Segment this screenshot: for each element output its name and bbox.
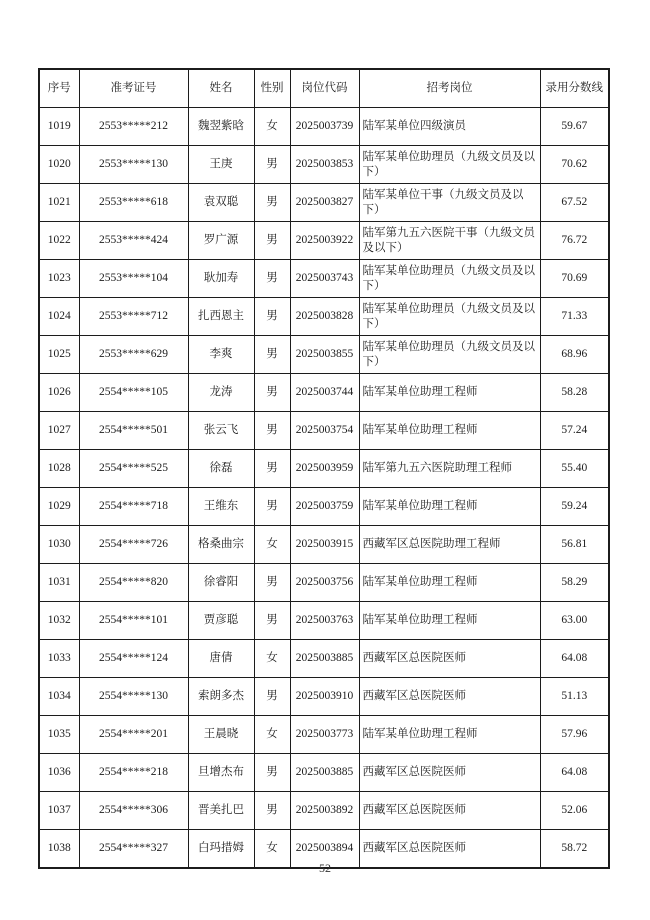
column-header-code: 岗位代码 xyxy=(290,69,359,108)
table-row xyxy=(39,526,609,564)
cell-ticket: 2554*****501 xyxy=(79,412,188,450)
table-row xyxy=(39,640,609,678)
cell-position: 陆军某单位助理工程师 xyxy=(359,602,540,640)
cell-gender: 男 xyxy=(254,412,290,450)
cell-name: 罗广源 xyxy=(188,222,254,260)
table-row xyxy=(39,374,609,412)
cell-gender: 男 xyxy=(254,754,290,792)
cell-gender: 女 xyxy=(254,830,290,869)
cell-code: 2025003855 xyxy=(290,336,359,374)
table-row xyxy=(39,488,609,526)
cell-ticket: 2554*****820 xyxy=(79,564,188,602)
cell-ticket: 2554*****327 xyxy=(79,830,188,869)
cell-name: 王晨晓 xyxy=(188,716,254,754)
cell-name: 袁双聪 xyxy=(188,184,254,222)
cell-score: 59.67 xyxy=(540,108,609,146)
cell-score: 70.62 xyxy=(540,146,609,184)
cell-position: 陆军某单位助理工程师 xyxy=(359,488,540,526)
table-row xyxy=(39,564,609,602)
column-header-seq: 序号 xyxy=(39,69,79,108)
cell-gender: 男 xyxy=(254,564,290,602)
table-row xyxy=(39,108,609,146)
cell-seq: 1025 xyxy=(39,336,79,374)
cell-seq: 1022 xyxy=(39,222,79,260)
cell-score: 64.08 xyxy=(540,640,609,678)
table-row xyxy=(39,792,609,830)
cell-ticket: 2553*****104 xyxy=(79,260,188,298)
cell-code: 2025003759 xyxy=(290,488,359,526)
cell-position: 陆军某单位助理工程师 xyxy=(359,412,540,450)
cell-position: 西藏军区总医院医师 xyxy=(359,640,540,678)
cell-score: 52.06 xyxy=(540,792,609,830)
cell-seq: 1030 xyxy=(39,526,79,564)
cell-seq: 1031 xyxy=(39,564,79,602)
cell-name: 徐睿阳 xyxy=(188,564,254,602)
cell-name: 龙涛 xyxy=(188,374,254,412)
cell-code: 2025003754 xyxy=(290,412,359,450)
cell-name: 徐磊 xyxy=(188,450,254,488)
cell-code: 2025003885 xyxy=(290,754,359,792)
cell-code: 2025003827 xyxy=(290,184,359,222)
table-row xyxy=(39,184,609,222)
table-row xyxy=(39,298,609,336)
cell-ticket: 2554*****105 xyxy=(79,374,188,412)
cell-position: 西藏军区总医院医师 xyxy=(359,830,540,869)
cell-name: 张云飞 xyxy=(188,412,254,450)
cell-score: 70.69 xyxy=(540,260,609,298)
cell-seq: 1026 xyxy=(39,374,79,412)
cell-seq: 1033 xyxy=(39,640,79,678)
cell-ticket: 2553*****712 xyxy=(79,298,188,336)
cell-score: 58.29 xyxy=(540,564,609,602)
cell-seq: 1037 xyxy=(39,792,79,830)
cell-seq: 1028 xyxy=(39,450,79,488)
cell-score: 76.72 xyxy=(540,222,609,260)
cell-score: 57.96 xyxy=(540,716,609,754)
cell-gender: 男 xyxy=(254,602,290,640)
cell-name: 旦增杰布 xyxy=(188,754,254,792)
cell-seq: 1036 xyxy=(39,754,79,792)
cell-score: 68.96 xyxy=(540,336,609,374)
cell-position: 陆军某单位助理工程师 xyxy=(359,564,540,602)
cell-gender: 女 xyxy=(254,108,290,146)
cell-name: 耿加寿 xyxy=(188,260,254,298)
cell-name: 白玛措姆 xyxy=(188,830,254,869)
cell-gender: 男 xyxy=(254,336,290,374)
column-header-gender: 性别 xyxy=(254,69,290,108)
cell-ticket: 2554*****201 xyxy=(79,716,188,754)
cell-ticket: 2554*****525 xyxy=(79,450,188,488)
column-header-score: 录用分数线 xyxy=(540,69,609,108)
column-header-name: 姓名 xyxy=(188,69,254,108)
column-header-ticket: 准考证号 xyxy=(79,69,188,108)
cell-seq: 1035 xyxy=(39,716,79,754)
cell-position: 西藏军区总医院医师 xyxy=(359,792,540,830)
cell-gender: 男 xyxy=(254,222,290,260)
cell-position: 陆军某单位四级演员 xyxy=(359,108,540,146)
cell-name: 唐倩 xyxy=(188,640,254,678)
cell-seq: 1023 xyxy=(39,260,79,298)
cell-gender: 男 xyxy=(254,374,290,412)
cell-score: 55.40 xyxy=(540,450,609,488)
cell-gender: 男 xyxy=(254,184,290,222)
cell-seq: 1027 xyxy=(39,412,79,450)
cell-ticket: 2554*****726 xyxy=(79,526,188,564)
cell-gender: 女 xyxy=(254,716,290,754)
cell-seq: 1024 xyxy=(39,298,79,336)
cell-score: 64.08 xyxy=(540,754,609,792)
cell-ticket: 2554*****101 xyxy=(79,602,188,640)
cell-position: 西藏军区总医院助理工程师 xyxy=(359,526,540,564)
cell-position: 西藏军区总医院医师 xyxy=(359,678,540,716)
cell-score: 56.81 xyxy=(540,526,609,564)
cell-gender: 男 xyxy=(254,298,290,336)
cell-score: 57.24 xyxy=(540,412,609,450)
cell-position: 西藏军区总医院医师 xyxy=(359,754,540,792)
cell-seq: 1032 xyxy=(39,602,79,640)
cell-position: 陆军第九五六医院助理工程师 xyxy=(359,450,540,488)
cell-position: 陆军第九五六医院干事（九级文员及以下） xyxy=(359,222,540,260)
cell-gender: 男 xyxy=(254,450,290,488)
table-row xyxy=(39,754,609,792)
cell-code: 2025003853 xyxy=(290,146,359,184)
cell-seq: 1020 xyxy=(39,146,79,184)
cell-score: 63.00 xyxy=(540,602,609,640)
table-row xyxy=(39,146,609,184)
cell-score: 51.13 xyxy=(540,678,609,716)
cell-gender: 男 xyxy=(254,792,290,830)
cell-code: 2025003894 xyxy=(290,830,359,869)
cell-seq: 1034 xyxy=(39,678,79,716)
cell-position: 陆军某单位助理员（九级文员及以下） xyxy=(359,298,540,336)
cell-position: 陆军某单位干事（九级文员及以下） xyxy=(359,184,540,222)
header-row xyxy=(39,69,609,108)
cell-name: 晋美扎巴 xyxy=(188,792,254,830)
cell-ticket: 2553*****629 xyxy=(79,336,188,374)
cell-code: 2025003922 xyxy=(290,222,359,260)
cell-code: 2025003828 xyxy=(290,298,359,336)
cell-seq: 1021 xyxy=(39,184,79,222)
column-header-position: 招考岗位 xyxy=(359,69,540,108)
cell-score: 71.33 xyxy=(540,298,609,336)
cell-ticket: 2553*****618 xyxy=(79,184,188,222)
cell-ticket: 2554*****306 xyxy=(79,792,188,830)
cell-name: 贾彦聪 xyxy=(188,602,254,640)
cell-ticket: 2554*****124 xyxy=(79,640,188,678)
cell-code: 2025003739 xyxy=(290,108,359,146)
cell-position: 陆军某单位助理员（九级文员及以下） xyxy=(359,146,540,184)
cell-code: 2025003763 xyxy=(290,602,359,640)
cell-score: 58.28 xyxy=(540,374,609,412)
cell-ticket: 2554*****718 xyxy=(79,488,188,526)
cell-seq: 1029 xyxy=(39,488,79,526)
cell-code: 2025003892 xyxy=(290,792,359,830)
cell-gender: 男 xyxy=(254,146,290,184)
cell-gender: 女 xyxy=(254,526,290,564)
cell-ticket: 2553*****212 xyxy=(79,108,188,146)
cell-ticket: 2554*****130 xyxy=(79,678,188,716)
cell-name: 李爽 xyxy=(188,336,254,374)
cell-score: 58.72 xyxy=(540,830,609,869)
recruitment-score-table xyxy=(38,68,610,869)
cell-name: 格桑曲宗 xyxy=(188,526,254,564)
cell-name: 王维东 xyxy=(188,488,254,526)
cell-gender: 男 xyxy=(254,260,290,298)
cell-code: 2025003959 xyxy=(290,450,359,488)
cell-code: 2025003885 xyxy=(290,640,359,678)
cell-position: 陆军某单位助理员（九级文员及以下） xyxy=(359,336,540,374)
table-row xyxy=(39,450,609,488)
page-number: 52 xyxy=(319,861,331,875)
cell-name: 索朗多杰 xyxy=(188,678,254,716)
table-row xyxy=(39,412,609,450)
cell-name: 扎西恩主 xyxy=(188,298,254,336)
table-row xyxy=(39,260,609,298)
table-row xyxy=(39,716,609,754)
cell-code: 2025003910 xyxy=(290,678,359,716)
table-row xyxy=(39,602,609,640)
cell-position: 陆军某单位助理员（九级文员及以下） xyxy=(359,260,540,298)
cell-seq: 1038 xyxy=(39,830,79,869)
cell-name: 魏翌紫晗 xyxy=(188,108,254,146)
cell-position: 陆军某单位助理工程师 xyxy=(359,716,540,754)
cell-ticket: 2553*****424 xyxy=(79,222,188,260)
table-row xyxy=(39,336,609,374)
cell-ticket: 2554*****218 xyxy=(79,754,188,792)
cell-gender: 女 xyxy=(254,640,290,678)
cell-name: 王庚 xyxy=(188,146,254,184)
cell-code: 2025003756 xyxy=(290,564,359,602)
cell-seq: 1019 xyxy=(39,108,79,146)
cell-code: 2025003744 xyxy=(290,374,359,412)
cell-gender: 男 xyxy=(254,488,290,526)
cell-score: 67.52 xyxy=(540,184,609,222)
cell-gender: 男 xyxy=(254,678,290,716)
cell-score: 59.24 xyxy=(540,488,609,526)
table-row xyxy=(39,678,609,716)
cell-code: 2025003915 xyxy=(290,526,359,564)
cell-code: 2025003773 xyxy=(290,716,359,754)
table-row xyxy=(39,222,609,260)
cell-position: 陆军某单位助理工程师 xyxy=(359,374,540,412)
cell-ticket: 2553*****130 xyxy=(79,146,188,184)
cell-code: 2025003743 xyxy=(290,260,359,298)
